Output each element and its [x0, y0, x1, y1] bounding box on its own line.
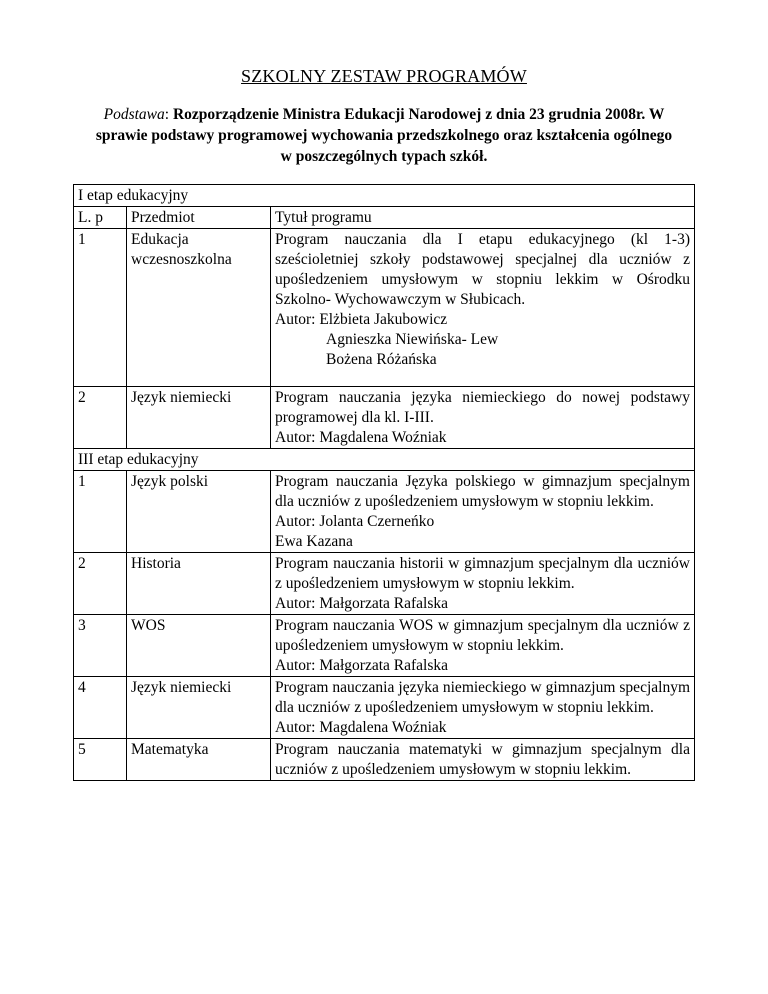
table-row: [74, 739, 695, 781]
program-author: Autor: Jolanta Czerneńko: [275, 513, 435, 530]
section-row-stage3: [74, 449, 695, 471]
row-lp: 2: [74, 387, 127, 449]
header-subject: Przedmiot: [127, 207, 271, 229]
row-lp: 1: [74, 229, 127, 387]
row-lp: 1: [74, 471, 127, 553]
table-row: [74, 471, 695, 553]
program-title: Program nauczania matematyki w gimnazjum specjalnym dla uczniów z upośledzeniem umysłowym w stopniu lekkim.: [275, 741, 690, 778]
program-coauthor: Agnieszka Niewińska- Lew: [326, 331, 499, 348]
row-lp: 4: [74, 677, 127, 739]
section-row-stage1: [74, 185, 695, 207]
program-author: Autor: Elżbieta Jakubowicz: [275, 311, 448, 328]
basis-label: Podstawa: [103, 106, 165, 123]
row-subject: Historia: [127, 553, 271, 615]
header-row: [74, 207, 695, 229]
header-program: Tytuł programu: [271, 207, 695, 229]
page-title: SZKOLNY ZESTAW PROGRAMÓW: [241, 66, 527, 86]
program-table: [73, 184, 695, 781]
row-program: [271, 739, 695, 781]
section-label-stage1: I etap edukacyjny: [74, 185, 695, 207]
row-subject: Język niemiecki: [127, 677, 271, 739]
program-title: Program nauczania Języka polskiego w gimnazjum specjalnym dla uczniów z upośledzeniem umysłowym w stopniu lekkim.: [275, 473, 690, 510]
row-subject: WOS: [127, 615, 271, 677]
table-row: [74, 677, 695, 739]
program-title: Program nauczania WOS w gimnazjum specjalnym dla uczniów z upośledzeniem umysłowym w stopniu lekkim.: [275, 617, 690, 654]
program-title: Program nauczania historii w gimnazjum specjalnym dla uczniów z upośledzeniem umysłowym w stopniu lekkim.: [275, 555, 690, 592]
legal-basis: [90, 104, 678, 167]
row-program: [271, 229, 695, 387]
row-program: [271, 615, 695, 677]
row-subject: Język polski: [127, 471, 271, 553]
row-program: [271, 387, 695, 449]
section-label-stage3: III etap edukacyjny: [74, 449, 695, 471]
row-subject: Edukacja wczesnoszkolna: [127, 229, 271, 387]
table-row: [74, 229, 695, 387]
row-lp: 2: [74, 553, 127, 615]
program-title: Program nauczania języka niemieckiego do nowej podstawy programowej dla kl. I-III.: [275, 389, 690, 426]
program-author: Autor: Małgorzata Rafalska: [275, 595, 449, 612]
program-author: Autor: Małgorzata Rafalska: [275, 657, 449, 674]
header-lp: L. p: [74, 207, 127, 229]
table-row: [74, 387, 695, 449]
program-author: Autor: Magdalena Woźniak: [275, 429, 447, 446]
table-row: [74, 553, 695, 615]
row-lp: 3: [74, 615, 127, 677]
row-subject: Matematyka: [127, 739, 271, 781]
program-title: Program nauczania dla I etapu edukacyjnego (kl 1-3) sześcioletniej szkoły podstawowej specjalnej dla uczniów z upośledzeniem umysłowym w stopniu lekkim w Ośrodku Szkolno- Wychowawczym w Słubicach.: [275, 231, 690, 308]
table-row: [74, 615, 695, 677]
row-subject: Język niemiecki: [127, 387, 271, 449]
row-program: [271, 553, 695, 615]
basis-separator: :: [164, 106, 173, 123]
program-title: Program nauczania języka niemieckiego w gimnazjum specjalnym dla uczniów z upośledzeniem umysłowym w stopniu lekkim.: [275, 679, 690, 716]
program-coauthor: Bożena Różańska: [326, 351, 437, 368]
program-author: Autor: Magdalena Woźniak: [275, 719, 447, 736]
row-program: [271, 471, 695, 553]
row-lp: 5: [74, 739, 127, 781]
basis-text: Rozporządzenie Ministra Edukacji Narodowej z dnia 23 grudnia 2008r. W sprawie podstawy programowej wychowania przedszkolnego oraz kształcenia ogólnego w poszczególnych typach szkół.: [95, 106, 673, 165]
program-coauthor: Ewa Kazana: [275, 533, 353, 550]
row-program: [271, 677, 695, 739]
